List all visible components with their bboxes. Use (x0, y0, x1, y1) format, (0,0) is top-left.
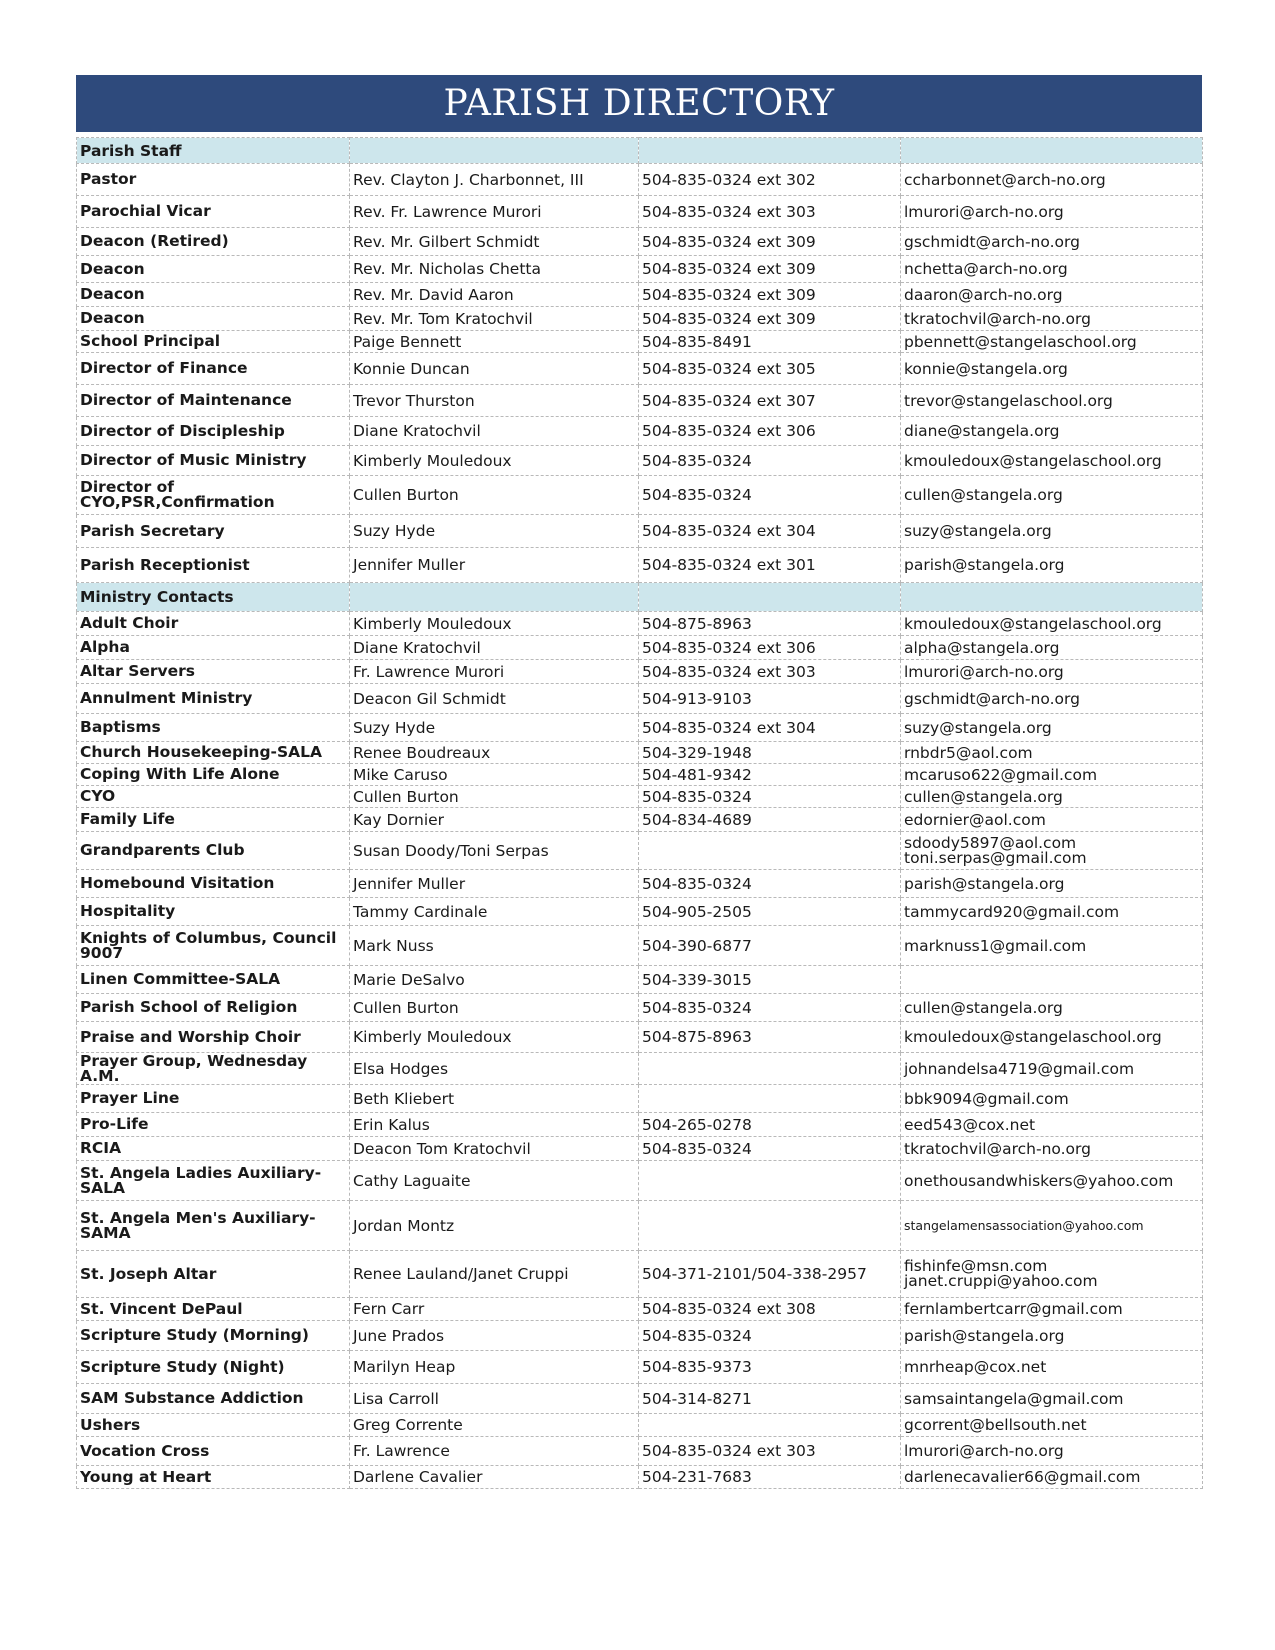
phone-cell: 504-835-9373 (639, 1351, 901, 1384)
role-cell: RCIA (77, 1137, 350, 1161)
table-row (77, 898, 1203, 926)
phone-cell: 504-371-2101/504-338-2957 (639, 1251, 901, 1298)
name-cell: Mike Caruso (350, 764, 639, 786)
table-row (77, 1351, 1203, 1384)
section-header-cell (639, 138, 901, 164)
table-row (77, 1384, 1203, 1414)
role-cell: Director of Discipleship (77, 417, 350, 446)
phone-cell: 504-835-0324 (639, 870, 901, 898)
phone-cell: 504-835-0324 (639, 476, 901, 515)
name-cell: Jordan Montz (350, 1201, 639, 1251)
role-cell: SAM Substance Addiction (77, 1384, 350, 1414)
email-cell: suzy@stangela.org (901, 714, 1203, 742)
table-row (77, 870, 1203, 898)
name-cell: Tammy Cardinale (350, 898, 639, 926)
table-row (77, 307, 1203, 331)
table-row (77, 786, 1203, 808)
table-row (77, 1298, 1203, 1321)
email-link[interactable]: sdoody5897@aol.com (904, 833, 1077, 852)
role-cell: Vocation Cross (77, 1437, 350, 1466)
section-header-cell (901, 138, 1203, 164)
phone-cell: 504-835-0324 (639, 994, 901, 1022)
name-cell: Fr. Lawrence (350, 1437, 639, 1466)
phone-cell: 504-913-9103 (639, 684, 901, 714)
role-cell: Deacon (77, 256, 350, 283)
phone-cell: 504-835-0324 ext 306 (639, 636, 901, 660)
table-row (77, 636, 1203, 660)
name-cell: Kimberly Mouledoux (350, 1022, 639, 1053)
table-row (77, 684, 1203, 714)
email-cell: lmurori@arch-no.org (901, 1437, 1203, 1466)
table-row (77, 476, 1203, 515)
role-cell: Annulment Ministry (77, 684, 350, 714)
email-cell: onethousandwhiskers@yahoo.com (901, 1161, 1203, 1201)
name-cell: Greg Corrente (350, 1414, 639, 1437)
table-row (77, 515, 1203, 548)
role-cell: Knights of Columbus, Council 9007 (77, 926, 350, 966)
role-cell: Praise and Worship Choir (77, 1022, 350, 1053)
email-cell: tammycard920@gmail.com (901, 898, 1203, 926)
section-title: Parish Staff (77, 138, 350, 164)
name-cell: Beth Kliebert (350, 1085, 639, 1113)
role-cell: Scripture Study (Night) (77, 1351, 350, 1384)
table-row (77, 353, 1203, 385)
section-header-cell (901, 583, 1203, 612)
role-cell: CYO (77, 786, 350, 808)
phone-cell: 504-835-0324 ext 307 (639, 385, 901, 417)
name-cell: Jennifer Muller (350, 548, 639, 583)
role-cell: St. Vincent DePaul (77, 1298, 350, 1321)
table-row (77, 1022, 1203, 1053)
name-cell: Deacon Tom Kratochvil (350, 1137, 639, 1161)
email-cell: lmurori@arch-no.org (901, 196, 1203, 228)
role-cell: Hospitality (77, 898, 350, 926)
role-cell: Altar Servers (77, 660, 350, 684)
phone-cell: 504-834-4689 (639, 808, 901, 832)
email-cell: johnandelsa4719@gmail.com (901, 1053, 1203, 1085)
phone-cell (639, 1414, 901, 1437)
directory-page (76, 75, 1202, 1489)
role-cell: Director of CYO,PSR,Confirmation (77, 476, 350, 515)
email-cell: tkratochvil@arch-no.org (901, 1137, 1203, 1161)
table-row (77, 764, 1203, 786)
table-row (77, 283, 1203, 307)
table-row (77, 1437, 1203, 1466)
name-cell: Elsa Hodges (350, 1053, 639, 1085)
role-cell: Deacon (77, 307, 350, 331)
role-cell: St. Angela Men's Auxiliary-SAMA (77, 1201, 350, 1251)
email-cell: kmouledoux@stangelaschool.org (901, 446, 1203, 476)
phone-cell: 504-835-0324 ext 304 (639, 714, 901, 742)
email-cell: alpha@stangela.org (901, 636, 1203, 660)
role-cell: Coping With Life Alone (77, 764, 350, 786)
phone-cell: 504-481-9342 (639, 764, 901, 786)
phone-cell: 504-835-8491 (639, 331, 901, 353)
role-cell: Adult Choir (77, 612, 350, 636)
email-cell: pbennett@stangelaschool.org (901, 331, 1203, 353)
role-cell: Deacon (77, 283, 350, 307)
role-cell: Homebound Visitation (77, 870, 350, 898)
email-cell: parish@stangela.org (901, 1321, 1203, 1351)
role-cell: Grandparents Club (77, 832, 350, 870)
email-cell: mnrheap@cox.net (901, 1351, 1203, 1384)
role-cell: Deacon (Retired) (77, 228, 350, 256)
role-cell: Church Housekeeping-SALA (77, 742, 350, 764)
phone-cell: 504-329-1948 (639, 742, 901, 764)
role-cell: School Principal (77, 331, 350, 353)
section-header (77, 138, 1203, 164)
table-row (77, 612, 1203, 636)
section-title: Ministry Contacts (77, 583, 350, 612)
email-cell: edornier@aol.com (901, 808, 1203, 832)
table-row (77, 1113, 1203, 1137)
name-cell: Cullen Burton (350, 786, 639, 808)
phone-cell: 504-835-0324 ext 303 (639, 660, 901, 684)
role-cell: St. Angela Ladies Auxiliary-SALA (77, 1161, 350, 1201)
phone-cell (639, 1201, 901, 1251)
section-header (77, 583, 1203, 612)
table-row (77, 196, 1203, 228)
phone-cell: 504-835-0324 ext 303 (639, 196, 901, 228)
phone-cell: 504-875-8963 (639, 612, 901, 636)
table-row (77, 1414, 1203, 1437)
name-cell: Trevor Thurston (350, 385, 639, 417)
phone-cell: 504-835-0324 ext 303 (639, 1437, 901, 1466)
section-header-cell (639, 583, 901, 612)
phone-cell: 504-835-0324 ext 302 (639, 164, 901, 196)
role-cell: Prayer Group, Wednesday A.M. (77, 1053, 350, 1085)
table-row (77, 1321, 1203, 1351)
table-row (77, 742, 1203, 764)
name-cell: Rev. Clayton J. Charbonnet, III (350, 164, 639, 196)
email-link-secondary[interactable]: janet.cruppi@yahoo.com (904, 1272, 1098, 1290)
phone-cell: 504-835-0324 ext 301 (639, 548, 901, 583)
role-cell: Linen Committee-SALA (77, 966, 350, 994)
table-row (77, 331, 1203, 353)
table-row (77, 808, 1203, 832)
name-cell: Diane Kratochvil (350, 417, 639, 446)
name-cell: Kimberly Mouledoux (350, 612, 639, 636)
table-row (77, 548, 1203, 583)
phone-cell: 504-231-7683 (639, 1466, 901, 1489)
phone-cell: 504-314-8271 (639, 1384, 901, 1414)
email-cell: suzy@stangela.org (901, 515, 1203, 548)
phone-cell: 504-835-0324 ext 309 (639, 283, 901, 307)
email-cell: cullen@stangela.org (901, 994, 1203, 1022)
phone-cell: 504-835-0324 ext 305 (639, 353, 901, 385)
table-row (77, 417, 1203, 446)
name-cell: Darlene Cavalier (350, 1466, 639, 1489)
email-cell: cullen@stangela.org (901, 476, 1203, 515)
name-cell: Susan Doody/Toni Serpas (350, 832, 639, 870)
role-cell: Director of Finance (77, 353, 350, 385)
email-link-secondary[interactable]: toni.serpas@gmail.com (904, 848, 1087, 867)
section-header-cell (350, 583, 639, 612)
name-cell: Fern Carr (350, 1298, 639, 1321)
name-cell: Rev. Fr. Lawrence Murori (350, 196, 639, 228)
table-row (77, 228, 1203, 256)
phone-cell: 504-835-0324 (639, 1321, 901, 1351)
name-cell: Deacon Gil Schmidt (350, 684, 639, 714)
name-cell: Erin Kalus (350, 1113, 639, 1137)
phone-cell: 504-905-2505 (639, 898, 901, 926)
table-row (77, 1085, 1203, 1113)
table-row (77, 966, 1203, 994)
name-cell: Cullen Burton (350, 476, 639, 515)
table-row (77, 714, 1203, 742)
email-cell: parish@stangela.org (901, 870, 1203, 898)
email-cell (901, 966, 1203, 994)
name-cell: Mark Nuss (350, 926, 639, 966)
email-cell: gschmidt@arch-no.org (901, 684, 1203, 714)
role-cell: Pastor (77, 164, 350, 196)
email-cell: diane@stangela.org (901, 417, 1203, 446)
email-cell: tkratochvil@arch-no.org (901, 307, 1203, 331)
table-row (77, 446, 1203, 476)
email-cell: konnie@stangela.org (901, 353, 1203, 385)
role-cell: Pro-Life (77, 1113, 350, 1137)
email-cell: daaron@arch-no.org (901, 283, 1203, 307)
phone-cell: 504-390-6877 (639, 926, 901, 966)
name-cell: Rev. Mr. Tom Kratochvil (350, 307, 639, 331)
email-cell: kmouledoux@stangelaschool.org (901, 1022, 1203, 1053)
name-cell: Rev. Mr. Nicholas Chetta (350, 256, 639, 283)
email-cell: rnbdr5@aol.com (901, 742, 1203, 764)
email-cell: darlenecavalier66@gmail.com (901, 1466, 1203, 1489)
email-cell: samsaintangela@gmail.com (901, 1384, 1203, 1414)
name-cell: Renee Lauland/Janet Cruppi (350, 1251, 639, 1298)
name-cell: Kay Dornier (350, 808, 639, 832)
phone-cell: 504-835-0324 (639, 1137, 901, 1161)
role-cell: Baptisms (77, 714, 350, 742)
email-cell (901, 832, 1203, 870)
phone-cell: 504-835-0324 ext 309 (639, 307, 901, 331)
directory-table (76, 137, 1203, 1489)
table-row (77, 1053, 1203, 1085)
email-link[interactable]: fishinfe@msn.com (904, 1257, 1048, 1275)
role-cell: Scripture Study (Morning) (77, 1321, 350, 1351)
role-cell: Parish Receptionist (77, 548, 350, 583)
table-row (77, 994, 1203, 1022)
table-row (77, 1466, 1203, 1489)
email-cell: cullen@stangela.org (901, 786, 1203, 808)
phone-cell: 504-835-0324 ext 306 (639, 417, 901, 446)
email-cell: gschmidt@arch-no.org (901, 228, 1203, 256)
phone-cell (639, 832, 901, 870)
name-cell: Suzy Hyde (350, 714, 639, 742)
phone-cell: 504-875-8963 (639, 1022, 901, 1053)
phone-cell (639, 1053, 901, 1085)
phone-cell: 504-835-0324 (639, 446, 901, 476)
email-cell: eed543@cox.net (901, 1113, 1203, 1137)
email-cell: fernlambertcarr@gmail.com (901, 1298, 1203, 1321)
phone-cell: 504-265-0278 (639, 1113, 901, 1137)
phone-cell: 504-835-0324 (639, 786, 901, 808)
table-row (77, 1137, 1203, 1161)
email-cell: gcorrent@bellsouth.net (901, 1414, 1203, 1437)
name-cell: Renee Boudreaux (350, 742, 639, 764)
name-cell: Lisa Carroll (350, 1384, 639, 1414)
phone-cell: 504-835-0324 ext 308 (639, 1298, 901, 1321)
email-cell: bbk9094@gmail.com (901, 1085, 1203, 1113)
name-cell: June Prados (350, 1321, 639, 1351)
email-cell: kmouledoux@stangelaschool.org (901, 612, 1203, 636)
phone-cell (639, 1085, 901, 1113)
name-cell: Rev. Mr. Gilbert Schmidt (350, 228, 639, 256)
role-cell: Parochial Vicar (77, 196, 350, 228)
name-cell: Konnie Duncan (350, 353, 639, 385)
name-cell: Kimberly Mouledoux (350, 446, 639, 476)
phone-cell: 504-835-0324 ext 309 (639, 228, 901, 256)
name-cell: Cullen Burton (350, 994, 639, 1022)
name-cell: Jennifer Muller (350, 870, 639, 898)
name-cell: Diane Kratochvil (350, 636, 639, 660)
email-cell: trevor@stangelaschool.org (901, 385, 1203, 417)
table-row (77, 164, 1203, 196)
email-cell: parish@stangela.org (901, 548, 1203, 583)
table-row (77, 1161, 1203, 1201)
role-cell: Director of Music Ministry (77, 446, 350, 476)
role-cell: Director of Maintenance (77, 385, 350, 417)
email-cell: mcaruso622@gmail.com (901, 764, 1203, 786)
email-cell: ccharbonnet@arch-no.org (901, 164, 1203, 196)
email-cell: marknuss1@gmail.com (901, 926, 1203, 966)
table-row (77, 1251, 1203, 1298)
email-cell (901, 1251, 1203, 1298)
email-cell: stangelamensassociation@yahoo.com (901, 1201, 1203, 1251)
role-cell: Family Life (77, 808, 350, 832)
table-row (77, 1201, 1203, 1251)
email-cell: nchetta@arch-no.org (901, 256, 1203, 283)
email-cell: lmurori@arch-no.org (901, 660, 1203, 684)
table-row (77, 926, 1203, 966)
role-cell: Parish Secretary (77, 515, 350, 548)
table-row (77, 832, 1203, 870)
name-cell: Rev. Mr. David Aaron (350, 283, 639, 307)
section-header-cell (350, 138, 639, 164)
table-row (77, 256, 1203, 283)
table-row (77, 385, 1203, 417)
name-cell: Fr. Lawrence Murori (350, 660, 639, 684)
table-row (77, 660, 1203, 684)
role-cell: Parish School of Religion (77, 994, 350, 1022)
phone-cell: 504-339-3015 (639, 966, 901, 994)
name-cell: Cathy Laguaite (350, 1161, 639, 1201)
role-cell: Prayer Line (77, 1085, 350, 1113)
role-cell: Young at Heart (77, 1466, 350, 1489)
name-cell: Marilyn Heap (350, 1351, 639, 1384)
name-cell: Paige Bennett (350, 331, 639, 353)
role-cell: St. Joseph Altar (77, 1251, 350, 1298)
role-cell: Alpha (77, 636, 350, 660)
phone-cell (639, 1161, 901, 1201)
phone-cell: 504-835-0324 ext 309 (639, 256, 901, 283)
name-cell: Suzy Hyde (350, 515, 639, 548)
phone-cell: 504-835-0324 ext 304 (639, 515, 901, 548)
page-title: PARISH DIRECTORY (76, 75, 1202, 132)
role-cell: Ushers (77, 1414, 350, 1437)
name-cell: Marie DeSalvo (350, 966, 639, 994)
